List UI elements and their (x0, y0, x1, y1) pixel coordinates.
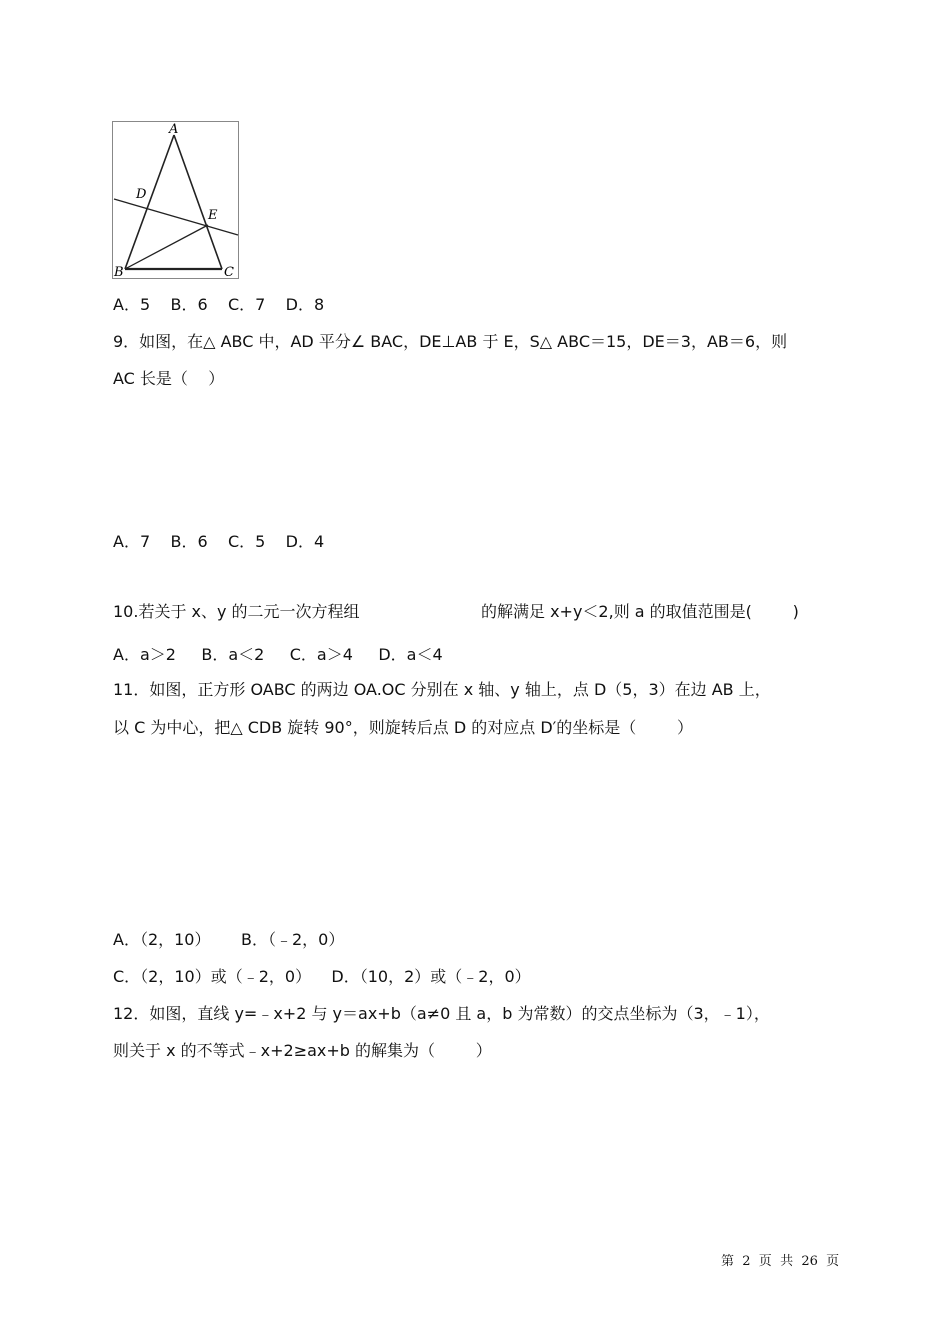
label-c: C (224, 265, 234, 279)
side-ab (125, 135, 174, 269)
q9-options: A．7 B．6 C．5 D．4 (113, 532, 325, 551)
q12-stem-line1: 12．如图，直线 y=﹣x+2 与 y＝ax+b（a≠0 且 a，b 为常数）的交点坐标为（3，﹣1）， (113, 1004, 770, 1023)
side-ac (174, 135, 222, 269)
q12-stem-line2: 则关于 x 的不等式﹣x+2≥ax+b 的解集为（ ） (113, 1041, 492, 1060)
q10-options: A．a＞2 B．a＜2 C．a＞4 D．a＜4 (113, 645, 443, 664)
q11-options-row1: A．（2，10） B．（﹣2，0） (113, 930, 345, 949)
q11-stem-line1: 11．如图，正方形 OABC 的两边 OA.OC 分别在 x 轴、y 轴上，点 D（5，3）在边 AB 上， (113, 680, 771, 699)
segment-be (125, 225, 208, 269)
figure-border (113, 122, 239, 279)
q9-stem-line2: AC 长是（ ） (113, 369, 225, 388)
label-b: B (114, 265, 124, 279)
page-footer: 第 2 页 共 26 页 (721, 1254, 840, 1269)
q10-stem-right: 的解满足 x+y＜2,则 a 的取值范围是( ) (481, 602, 799, 621)
q11-options-row2: C．（2，10）或（﹣2，0） D．（10，2）或（﹣2，0） (113, 967, 531, 986)
q10-stem-left: 10.若关于 x、y 的二元一次方程组 (113, 602, 360, 621)
q8-options: A．5 B．6 C．7 D．8 (113, 295, 325, 314)
triangle-figure (112, 121, 239, 279)
triangle-diagram (112, 121, 239, 279)
label-d: D (136, 187, 147, 202)
q11-stem-line2: 以 C 为中心，把△ CDB 旋转 90°，则旋转后点 D 的对应点 D′的坐标是（ ） (113, 718, 693, 737)
line-de (114, 199, 238, 235)
q9-stem-line1: 9．如图，在△ ABC 中，AD 平分∠ BAC，DE⊥AB 于 E，S△ ABC＝15，DE＝3，AB＝6，则 (113, 332, 788, 351)
label-e: E (208, 208, 218, 223)
label-a: A (169, 122, 179, 137)
